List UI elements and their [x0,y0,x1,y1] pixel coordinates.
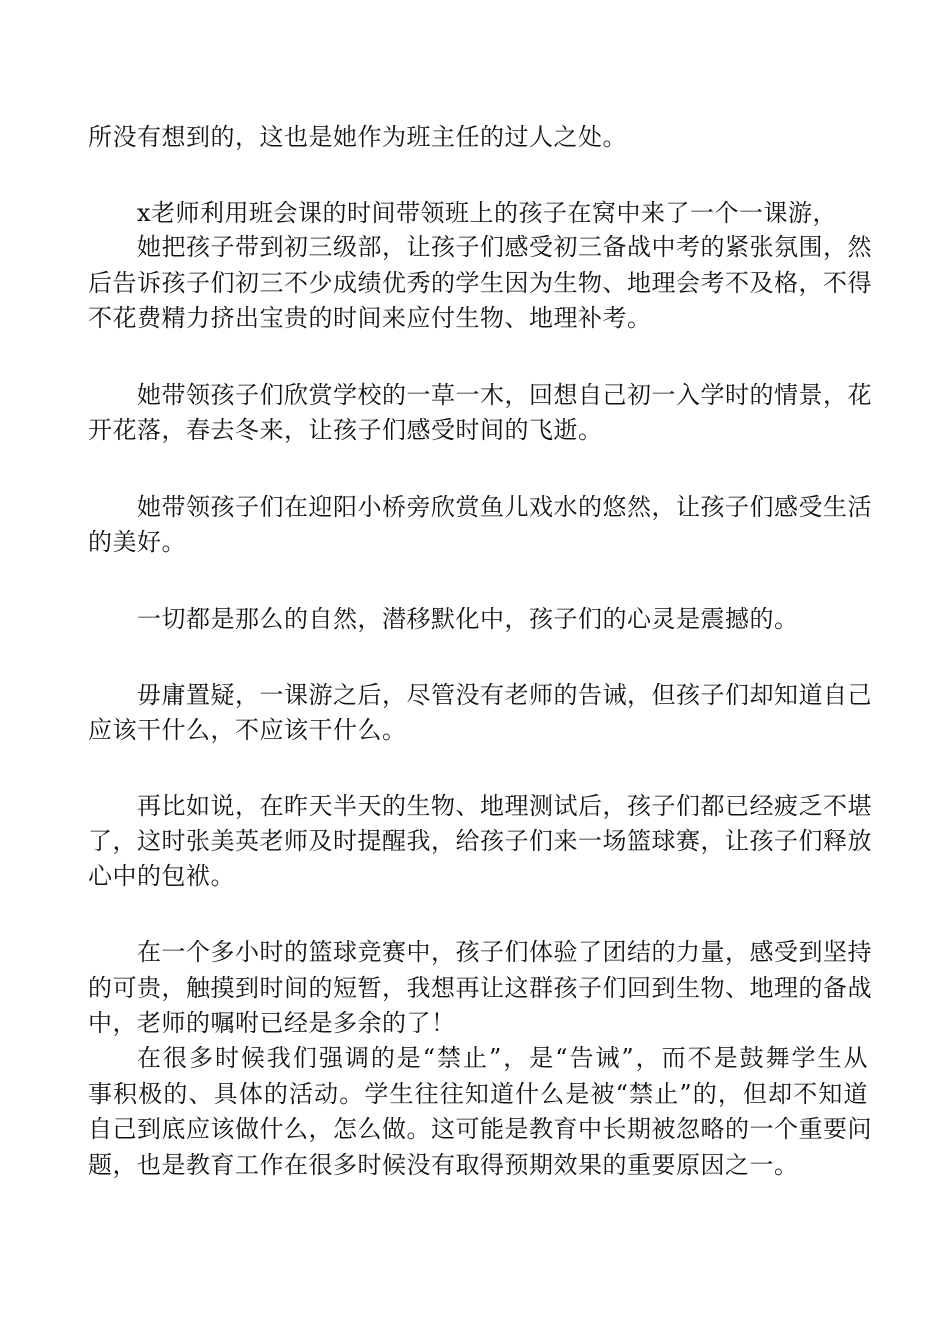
text-line: 的可贵，触摸到时间的短暂，我想再让这群孩子们回到生物、地理的备战 [88,974,872,1002]
text-line: 不花费精力挤出宝贵的时间来应付生物、地理补考。 [88,304,652,332]
text-line: 在很多时候我们强调的是“禁止”，是“告诫”，而不是鼓舞学生从 [137,1044,868,1072]
text-line: 题，也是教育工作在很多时候没有取得预期效果的重要原因之一。 [88,1151,799,1179]
text-line: 应该干什么，不应该干什么。 [88,716,407,744]
text-line: 一切都是那么的自然，潜移默化中，孩子们的心灵是震撼的。 [137,605,799,633]
text-line: 在一个多小时的篮球竞赛中，孩子们体验了团结的力量，感受到坚持 [137,938,872,966]
text-line: 中，老师的嘱咐已经是多余的了！ [88,1009,456,1037]
text-line: 开花落，春去冬来，让孩子们感受时间的飞逝。 [88,416,603,444]
text-line: 再比如说，在昨天半天的生物、地理测试后，孩子们都已经疲乏不堪 [137,792,872,820]
text-line: 心中的包袱。 [88,862,235,890]
text-line: 的美好。 [88,528,186,556]
text-line: 她带领孩子们在迎阳小桥旁欣赏鱼儿戏水的悠然，让孩子们感受生活 [137,493,872,521]
text-line: 所没有想到的，这也是她作为班主任的过人之处。 [88,123,627,151]
text-line: 毋庸置疑，一课游之后，尽管没有老师的告诫，但孩子们却知道自己 [137,681,872,709]
text-line: 了，这时张美英老师及时提醒我，给孩子们来一场篮球赛，让孩子们释放 [88,827,872,855]
text-line: 事积极的、具体的活动。学生往往知道什么是被“禁止”的，但却不知道 [88,1080,868,1108]
text-line: 她把孩子带到初三级部，让孩子们感受初三备战中考的紧张氛围，然 [137,233,872,261]
text-line: 她带领孩子们欣赏学校的一草一木，回想自己初一入学时的情景，花 [137,381,872,409]
text-line: 自己到底应该做什么，怎么做。这可能是教育中长期被忽略的一个重要问 [88,1115,872,1143]
text-line: 后告诉孩子们初三不少成绩优秀的学生因为生物、地理会考不及格，不得 [88,269,872,297]
text-line: x老师利用班会课的时间带领班上的孩子在窝中来了一个一课游， [137,199,838,227]
